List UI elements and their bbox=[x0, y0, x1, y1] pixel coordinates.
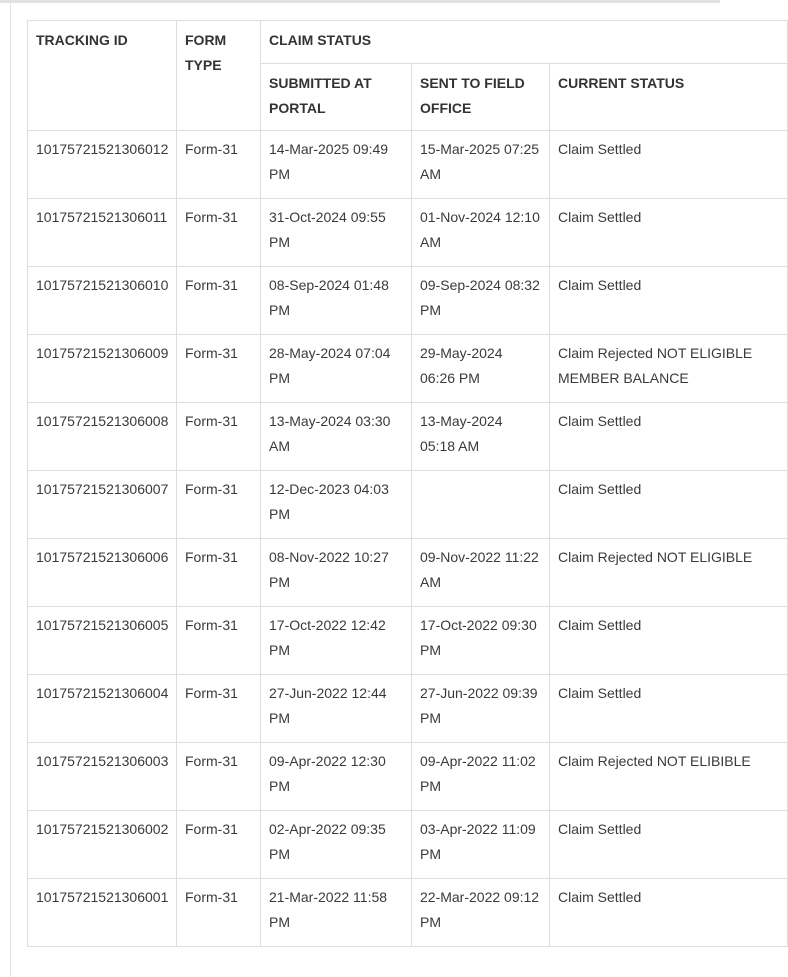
current-status-cell bbox=[550, 199, 788, 267]
sent-to-field-office-cell: 15-Mar-2025 07:25 AM bbox=[412, 131, 550, 199]
current-status-cell bbox=[550, 471, 788, 539]
sent-to-field-office-cell: 17-Oct-2022 09:30 PM bbox=[412, 607, 550, 675]
tracking-id-cell: 10175721521306008 bbox=[28, 403, 177, 471]
header-submitted-at-portal: SUBMITTED AT PORTAL bbox=[261, 64, 412, 131]
tracking-id-cell: 10175721521306002 bbox=[28, 811, 177, 879]
sent-to-field-office-cell: 13-May-2024 05:18 AM bbox=[412, 403, 550, 471]
status-text: Claim Settled bbox=[558, 685, 642, 701]
status-text: Claim Settled bbox=[558, 821, 642, 837]
sent-to-field-office-cell: 22-Mar-2022 09:12 PM bbox=[412, 879, 550, 947]
status-text: Claim Rejected NOT ELIBIBLE bbox=[558, 753, 751, 769]
tracking-id-cell: 10175721521306001 bbox=[28, 879, 177, 947]
submitted-at-portal-cell: 27-Jun-2022 12:44 PM bbox=[261, 675, 412, 743]
submitted-at-portal-cell: 08-Sep-2024 01:48 PM bbox=[261, 267, 412, 335]
sent-to-field-office-cell: 09-Nov-2022 11:22 AM bbox=[412, 539, 550, 607]
form-type-cell: Form-31 bbox=[177, 879, 261, 947]
sent-to-field-office-cell: 09-Sep-2024 08:32 PM bbox=[412, 267, 550, 335]
submitted-at-portal-cell: 28-May-2024 07:04 PM bbox=[261, 335, 412, 403]
submitted-at-portal-cell: 12-Dec-2023 04:03 PM bbox=[261, 471, 412, 539]
form-type-cell: Form-31 bbox=[177, 743, 261, 811]
sent-to-field-office-cell: 09-Apr-2022 11:02 PM bbox=[412, 743, 550, 811]
tracking-id-cell: 10175721521306012 bbox=[28, 131, 177, 199]
claims-table-body bbox=[28, 131, 788, 947]
sent-to-field-office-cell bbox=[412, 471, 550, 539]
tracking-id-cell: 10175721521306005 bbox=[28, 607, 177, 675]
sent-to-field-office-cell: 01-Nov-2024 12:10 AM bbox=[412, 199, 550, 267]
form-type-cell: Form-31 bbox=[177, 335, 261, 403]
header-form-type: FORM TYPE bbox=[177, 21, 261, 131]
submitted-at-portal-cell: 09-Apr-2022 12:30 PM bbox=[261, 743, 412, 811]
sent-to-field-office-cell: 29-May-2024 06:26 PM bbox=[412, 335, 550, 403]
sent-to-field-office-cell: 27-Jun-2022 09:39 PM bbox=[412, 675, 550, 743]
form-type-cell: Form-31 bbox=[177, 267, 261, 335]
form-type-cell: Form-31 bbox=[177, 403, 261, 471]
table-row bbox=[28, 743, 788, 811]
status-text: Claim Settled bbox=[558, 413, 642, 429]
submitted-at-portal-cell: 21-Mar-2022 11:58 PM bbox=[261, 879, 412, 947]
form-type-cell: Form-31 bbox=[177, 131, 261, 199]
submitted-at-portal-cell: 08-Nov-2022 10:27 PM bbox=[261, 539, 412, 607]
form-type-cell: Form-31 bbox=[177, 539, 261, 607]
status-text-line2: MEMBER BALANCE bbox=[558, 370, 689, 386]
table-row bbox=[28, 131, 788, 199]
current-status-cell bbox=[550, 811, 788, 879]
submitted-at-portal-cell: 14-Mar-2025 09:49 PM bbox=[261, 131, 412, 199]
tracking-id-cell: 10175721521306004 bbox=[28, 675, 177, 743]
submitted-at-portal-cell: 17-Oct-2022 12:42 PM bbox=[261, 607, 412, 675]
claims-table bbox=[27, 20, 788, 947]
header-tracking-id: TRACKING ID bbox=[28, 21, 177, 131]
header-current-status: CURRENT STATUS bbox=[550, 64, 788, 131]
current-status-cell bbox=[550, 403, 788, 471]
current-status-cell bbox=[550, 131, 788, 199]
status-text: Claim Settled bbox=[558, 141, 642, 157]
table-row bbox=[28, 335, 788, 403]
table-row bbox=[28, 403, 788, 471]
form-type-cell: Form-31 bbox=[177, 811, 261, 879]
table-row bbox=[28, 539, 788, 607]
header-claim-status: CLAIM STATUS bbox=[261, 21, 788, 64]
status-text: Claim Settled bbox=[558, 277, 642, 293]
table-row bbox=[28, 471, 788, 539]
sent-to-field-office-cell: 03-Apr-2022 11:09 PM bbox=[412, 811, 550, 879]
status-text: Claim Rejected NOT ELIGIBLE bbox=[558, 549, 753, 565]
status-text: Claim Settled bbox=[558, 209, 642, 225]
status-text: Claim Settled bbox=[558, 481, 642, 497]
current-status-cell bbox=[550, 335, 788, 403]
current-status-cell bbox=[550, 539, 788, 607]
tracking-id-cell: 10175721521306006 bbox=[28, 539, 177, 607]
form-type-cell: Form-31 bbox=[177, 199, 261, 267]
submitted-at-portal-cell: 13-May-2024 03:30 AM bbox=[261, 403, 412, 471]
current-status-cell bbox=[550, 743, 788, 811]
submitted-at-portal-cell: 31-Oct-2024 09:55 PM bbox=[261, 199, 412, 267]
tracking-id-cell: 10175721521306009 bbox=[28, 335, 177, 403]
table-row bbox=[28, 199, 788, 267]
form-type-cell: Form-31 bbox=[177, 675, 261, 743]
status-text: Claim Rejected NOT ELIGIBLE bbox=[558, 345, 753, 361]
form-type-cell: Form-31 bbox=[177, 471, 261, 539]
tracking-id-cell: 10175721521306003 bbox=[28, 743, 177, 811]
current-status-cell bbox=[550, 267, 788, 335]
current-status-cell bbox=[550, 675, 788, 743]
tracking-id-cell: 10175721521306011 bbox=[28, 199, 177, 267]
table-row bbox=[28, 879, 788, 947]
form-type-cell: Form-31 bbox=[177, 607, 261, 675]
current-status-cell bbox=[550, 879, 788, 947]
tracking-id-cell: 10175721521306010 bbox=[28, 267, 177, 335]
submitted-at-portal-cell: 02-Apr-2022 09:35 PM bbox=[261, 811, 412, 879]
status-text: Claim Settled bbox=[558, 617, 642, 633]
tracking-id-cell: 10175721521306007 bbox=[28, 471, 177, 539]
table-row bbox=[28, 267, 788, 335]
header-sent-to-field-office: SENT TO FIELD OFFICE bbox=[412, 64, 550, 131]
table-row bbox=[28, 607, 788, 675]
status-text: Claim Settled bbox=[558, 889, 642, 905]
table-row bbox=[28, 811, 788, 879]
table-row bbox=[28, 675, 788, 743]
current-status-cell bbox=[550, 607, 788, 675]
